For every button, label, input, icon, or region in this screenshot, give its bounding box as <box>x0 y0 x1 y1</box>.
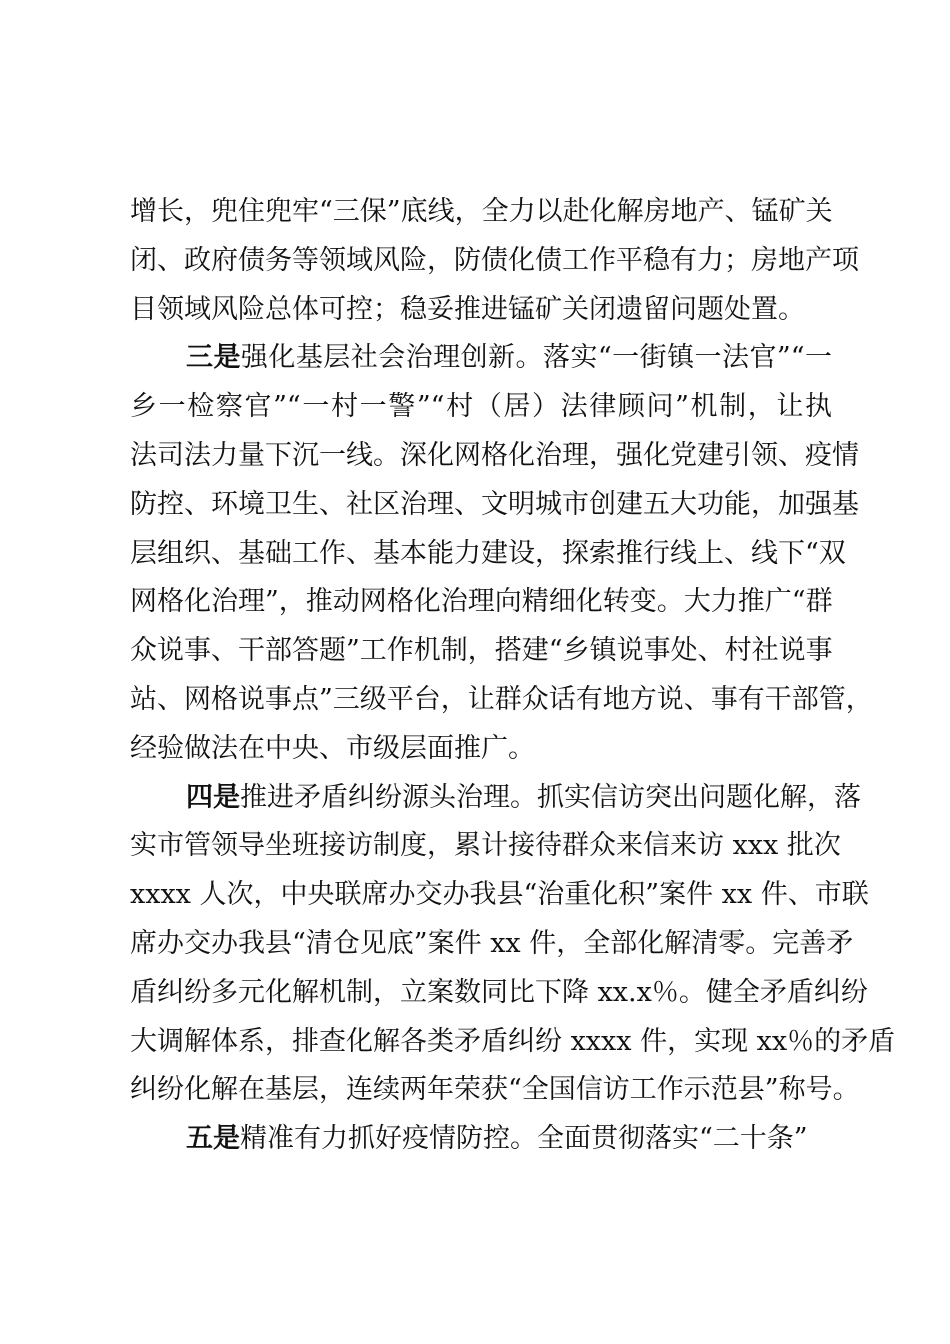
line-text: 盾纠纷多元化解机制，立案数同比下降 xx.x％。健全矛盾纠纷 <box>130 976 868 1008</box>
text-line <box>130 969 868 1018</box>
line-text: 防控、环境卫生、社区治理、文明城市创建五大功能，加强基 <box>130 488 859 520</box>
text-line <box>130 627 832 676</box>
line-text: 精准有力抓好疫情防控。全面贯彻落实“二十条” <box>240 1123 808 1155</box>
text-line <box>130 1018 896 1067</box>
line-text: 经验做法在中央、市级层面推广。 <box>130 732 535 764</box>
document-body <box>130 188 896 1164</box>
line-text: 增长，兜住兜牢“三保”底线，全力以赴化解房地产、锰矿关 <box>130 196 833 227</box>
text-line <box>130 383 832 432</box>
text-line <box>130 1115 832 1164</box>
text-line <box>130 578 832 627</box>
text-line <box>130 432 859 481</box>
paragraph-lead-bold: 五是 <box>186 1123 240 1155</box>
text-line <box>130 530 846 579</box>
line-text: 席办交办我县“清仓见底”案件 xx 件，全部化解清零。完善矛 <box>130 927 854 959</box>
line-text: 乡一检察官”“一村一警”“村（居）法律顾问”机制，让执 <box>130 391 832 423</box>
line-text: 大调解体系，排查化解各类矛盾纠纷 xxxx 件，实现 xx％的矛盾 <box>130 1025 896 1057</box>
text-line <box>130 188 832 237</box>
line-text: 闭、政府债务等领域风险，防债化债工作平稳有力；房地产项 <box>130 244 859 276</box>
text-line <box>130 822 841 871</box>
text-line <box>130 871 869 920</box>
line-text: 纠纷化解在基层，连续两年荣获“全国信访工作示范县”称号。 <box>130 1074 860 1106</box>
line-text: xxxx 人次，中央联席办交办我县“治重化积”案件 xx 件、市联 <box>130 879 869 911</box>
text-line <box>130 334 832 383</box>
text-line <box>130 920 854 969</box>
paragraph-lead-bold: 四是 <box>186 781 240 813</box>
line-text: 法司法力量下沉一线。深化网格化治理，强化党建引领、疫情 <box>130 439 859 471</box>
text-line <box>130 676 873 725</box>
text-line <box>130 481 859 530</box>
text-line <box>130 774 861 823</box>
text-line <box>130 237 859 286</box>
line-text: 站、网格说事点”三级平台，让群众话有地方说、事有干部管， <box>130 683 873 715</box>
line-text: 众说事、干部答题”工作机制，搭建“乡镇说事处、村社说事 <box>130 635 833 667</box>
text-line <box>130 1066 860 1115</box>
line-text: 层组织、基础工作、基本能力建设，探索推行线上、线下“双 <box>130 537 846 569</box>
paragraph-lead-bold: 三是 <box>186 342 241 374</box>
line-text: 网格化治理”，推动网格化治理向精细化转变。大力推广“群 <box>130 586 833 618</box>
text-line <box>130 725 832 774</box>
line-text: 强化基层社会治理创新。落实“一街镇一法官”“一 <box>240 342 832 374</box>
line-text: 实市管领导坐班接访制度，累计接待群众来信来访 xxx 批次 <box>130 830 841 862</box>
line-text: 目领域风险总体可控；稳妥推进锰矿关闭遗留问题处置。 <box>130 293 805 325</box>
text-line <box>130 286 832 335</box>
line-text: 推进矛盾纠纷源头治理。抓实信访突出问题化解，落 <box>240 781 861 813</box>
